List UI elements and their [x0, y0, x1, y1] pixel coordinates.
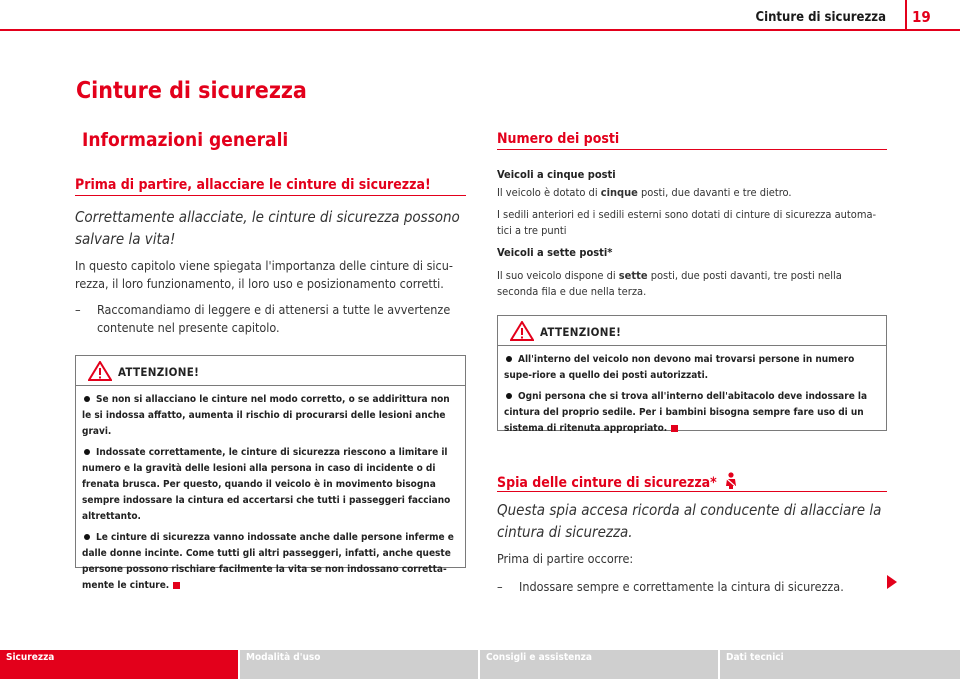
section-heading: Informazioni generali — [82, 129, 289, 151]
subsection-rule — [497, 491, 887, 492]
subsection-rule — [75, 195, 466, 196]
footer-tab-sicurezza[interactable]: Sicurezza — [0, 650, 238, 679]
footer-tab-modalita-uso[interactable]: Modalità d'uso — [240, 650, 478, 679]
warning-triangle-icon — [88, 361, 112, 381]
bullet-icon — [84, 449, 90, 455]
five-seat-heading: Veicoli a cinque posti — [497, 168, 616, 181]
subsection-rule — [497, 149, 887, 150]
dash-list-item: – Raccomandiamo di leggere e di attenersi a tutte le avvertenze contenute nel presente capitolo. — [75, 301, 475, 337]
warning-item: Ogni persona che si trova all'interno dell'abitacolo deve indossare la cintura del proprio sedile. Per i bambini bisogna sempre fare uso di un sistema di ritenuta appropriato. — [504, 391, 868, 434]
warning-item: All'interno del veicolo non devono mai trovarsi persone in numero supe-riore a quello dei posti autorizzati. — [504, 354, 855, 381]
five-seat-belt-text: I sedili anteriori ed i sedili esterni sono dotati di cinture di sicurezza automa-tici a tre punti — [497, 208, 877, 237]
warning-item: Se non si allacciano le cinture nel modo corretto, o se addirittura non le si indossa affatto, aumenta il rischio di procurarsi delle lesioni anche gravi. — [82, 394, 450, 437]
intro-line-1: In questo capitolo viene spiegata l'importanza delle cinture di sicu- — [75, 258, 453, 273]
spia-lead-text: Questa spia accesa ricorda al conducente di allacciare la cintura di sicurezza. — [497, 501, 882, 541]
seven-seat-heading: Veicoli a sette posti* — [497, 246, 613, 259]
warning-title: ATTENZIONE! — [540, 325, 622, 339]
seatbelt-warning-icon — [724, 472, 738, 490]
warning-title: ATTENZIONE! — [118, 365, 200, 379]
end-marker-icon — [173, 582, 180, 589]
continue-arrow-icon[interactable] — [887, 575, 897, 589]
bullet-icon — [506, 393, 512, 399]
bullet-icon — [84, 396, 90, 402]
page-number: 19 — [912, 8, 931, 26]
header-rule — [0, 29, 960, 31]
lead-text: Correttamente allacciate, le cinture di sicurezza possono salvare la vita! — [75, 208, 460, 248]
warning-header — [76, 356, 465, 386]
running-header: Cinture di sicurezza — [755, 10, 886, 25]
warning-triangle-icon — [510, 321, 534, 341]
five-seat-text: Il veicolo è dotato di cinque posti, due davanti e tre dietro. — [497, 186, 792, 199]
intro-line-2: rezza, il loro funzionamento, il loro uso e posizionamento corretti. — [75, 276, 444, 291]
header-divider — [905, 0, 907, 31]
bullet-icon — [506, 356, 512, 362]
seven-seat-text: Il suo veicolo dispone di sette posti, due posti davanti, tre posti nella seconda fila e due nella terza. — [497, 269, 842, 298]
bullet-icon — [84, 534, 90, 540]
warning-item: Le cinture di sicurezza vanno indossate anche dalle persone inferme e dalle donne incinte. Come tutti gli altri passeggeri, infatti, anche queste persone possono rischiare facilmente la vita se non indossano corretta-mente le cinture. — [82, 532, 454, 591]
warning-box — [497, 315, 887, 434]
subsection-heading: Spia delle cinture di sicurezza* — [497, 472, 738, 491]
dash-item-line-2: contenute nel presente capitolo. — [97, 320, 280, 335]
subsection-heading: Numero dei posti — [497, 131, 620, 147]
warning-header — [498, 316, 886, 346]
footer-tab-consigli[interactable]: Consigli e assistenza — [480, 650, 718, 679]
spia-text: Prima di partire occorre: — [497, 551, 634, 566]
warning-item: Indossate correttamente, le cinture di sicurezza riescono a limitare il numero e la gravità delle lesioni alla persona in caso di incidente o di frenata brusca. Per questo, quando il veicolo è in movimento bisogna sempre indossare la cintura ed accertarsi che tutti i passeggeri facciano altrettanto. — [82, 447, 451, 522]
chapter-title: Cinture di sicurezza — [76, 78, 307, 104]
dash-item-line-1: Raccomandiamo di leggere e di attenersi a tutte le avvertenze — [97, 302, 451, 317]
dash-list-item: – Indossare sempre e correttamente la cintura di sicurezza. — [497, 579, 844, 594]
subsection-heading: Prima di partire, allacciare le cinture di sicurezza! — [75, 177, 431, 193]
footer-tab-dati-tecnici[interactable]: Dati tecnici — [720, 650, 960, 679]
end-marker-icon — [671, 425, 678, 432]
warning-box — [75, 355, 466, 591]
